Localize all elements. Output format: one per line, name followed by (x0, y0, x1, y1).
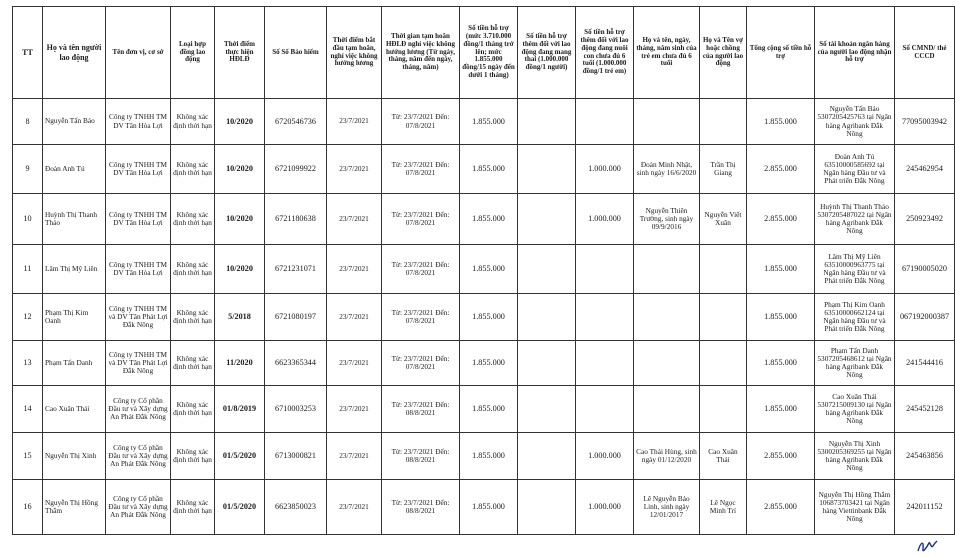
cell-spouse: Nguyễn Viết Xuân (700, 194, 747, 245)
cell-insurance: 6721080197 (265, 294, 327, 341)
cell-contract: Không xác định thời hạn (171, 294, 215, 341)
cell-id: 067192000387 (895, 294, 955, 341)
cell-bank: Phạm Thị Kim Oanh 63510000662124 tại Ngân hàng Đầu tư và Phát triển Đắk Nông (815, 294, 895, 341)
cell-name: Đoàn Anh Tú (43, 145, 106, 194)
cell-suspend-date: 23/7/2021 (327, 245, 382, 294)
cell-child-info (634, 341, 700, 386)
cell-start: 10/2020 (215, 145, 265, 194)
cell-child-info: Lê Nguyễn Bảo Linh, sinh ngày 12/01/2017 (634, 480, 700, 535)
cell-child-support (576, 294, 634, 341)
cell-pregnant (518, 294, 576, 341)
cell-period: Từ: 23/7/2021 Đến: 07/8/2021 (382, 145, 460, 194)
cell-insurance: 6713000821 (265, 433, 327, 480)
col-child-support: Số tiền hỗ trợ thêm đối với lao động đang nuôi con chưa đủ 6 tuổi (1.000.000 đồng/1 trẻ em) (576, 7, 634, 99)
col-id: Số CMND/ thẻ CCCD (895, 7, 955, 99)
cell-id: 250923492 (895, 194, 955, 245)
cell-total: 2.855.000 (747, 145, 815, 194)
cell-support: 1.855.000 (460, 341, 518, 386)
cell-child-support (576, 341, 634, 386)
cell-support: 1.855.000 (460, 386, 518, 433)
cell-id: 241544416 (895, 341, 955, 386)
cell-pregnant (518, 194, 576, 245)
cell-contract: Không xác định thời hạn (171, 99, 215, 145)
table-row (13, 433, 955, 480)
table-row (13, 341, 955, 386)
cell-child-info: Đoàn Minh Nhật, sinh ngày 16/6/2020 (634, 145, 700, 194)
cell-id: 245462954 (895, 145, 955, 194)
cell-total: 1.855.000 (747, 386, 815, 433)
cell-child-support (576, 245, 634, 294)
col-tt: TT (13, 7, 43, 99)
cell-tt: 12 (13, 294, 43, 341)
cell-id: 245463856 (895, 433, 955, 480)
cell-id: 67190005020 (895, 245, 955, 294)
signature-mark (915, 537, 939, 555)
table-row (13, 245, 955, 294)
cell-start: 01/5/2020 (215, 433, 265, 480)
cell-support: 1.855.000 (460, 245, 518, 294)
cell-total: 1.855.000 (747, 294, 815, 341)
cell-suspend-date: 23/7/2021 (327, 480, 382, 535)
cell-spouse (700, 386, 747, 433)
cell-support: 1.855.000 (460, 433, 518, 480)
cell-start: 11/2020 (215, 341, 265, 386)
cell-unit: Công ty Cổ phần Đầu tư và Xây dựng An Phát Đắk Nông (106, 480, 171, 535)
cell-contract: Không xác định thời hạn (171, 194, 215, 245)
table-row (13, 386, 955, 433)
cell-child-support: 1.000.000 (576, 433, 634, 480)
col-bank: Số tài khoản ngân hàng của người lao động nhận hỗ trợ (815, 7, 895, 99)
col-insurance: Số Sổ Bảo hiểm (265, 7, 327, 99)
cell-child-support (576, 386, 634, 433)
cell-suspend-date: 23/7/2021 (327, 341, 382, 386)
cell-total: 2.855.000 (747, 480, 815, 535)
cell-suspend-date: 23/7/2021 (327, 145, 382, 194)
cell-period: Từ: 23/7/2021 Đến: 07/8/2021 (382, 99, 460, 145)
cell-child-support: 1.000.000 (576, 480, 634, 535)
cell-support: 1.855.000 (460, 194, 518, 245)
cell-unit: Công ty TNHH TM DV Tân Hòa Lợi (106, 245, 171, 294)
col-start: Thời điểm thực hiện HĐLĐ (215, 7, 265, 99)
col-child-info: Họ và tên, ngày, tháng, năm sinh của trẻ em chưa đủ 6 tuổi (634, 7, 700, 99)
col-period: Thời gian tạm hoãn HĐLĐ nghỉ việc không hưởng lương (Từ ngày, tháng, năm đến ngày, tháng, năm) (382, 7, 460, 99)
cell-tt: 9 (13, 145, 43, 194)
cell-period: Từ: 23/7/2021 Đến: 07/8/2021 (382, 341, 460, 386)
cell-pregnant (518, 245, 576, 294)
cell-child-support: 1.000.000 (576, 145, 634, 194)
col-spouse: Họ và Tên vợ hoặc chồng của người lao động (700, 7, 747, 99)
cell-child-info (634, 99, 700, 145)
cell-id: 77095003942 (895, 99, 955, 145)
cell-spouse: Cao Xuân Thái (700, 433, 747, 480)
cell-name: Cao Xuân Thái (43, 386, 106, 433)
cell-tt: 13 (13, 341, 43, 386)
cell-bank: Nguyễn Tấn Bảo 5307205425763 tại Ngân hàng Agribank Đắk Nông (815, 99, 895, 145)
cell-contract: Không xác định thời hạn (171, 245, 215, 294)
col-contract: Loại hợp đồng lao động (171, 7, 215, 99)
cell-child-info (634, 294, 700, 341)
cell-period: Từ: 23/7/2021 Đến: 07/8/2021 (382, 245, 460, 294)
cell-support: 1.855.000 (460, 145, 518, 194)
cell-id: 245452128 (895, 386, 955, 433)
cell-start: 5/2018 (215, 294, 265, 341)
cell-start: 01/5/2020 (215, 480, 265, 535)
cell-child-info (634, 245, 700, 294)
cell-period: Từ: 23/7/2021 Đến: 07/8/2021 (382, 294, 460, 341)
cell-support: 1.855.000 (460, 480, 518, 535)
cell-bank: Phạm Tấn Danh 5307205468612 tại Ngân hàng Agribank Đắk Nông (815, 341, 895, 386)
cell-name: Phạm Thị Kim Oanh (43, 294, 106, 341)
cell-unit: Công ty TNHH TM DV Tân Hòa Lợi (106, 99, 171, 145)
cell-contract: Không xác định thời hạn (171, 480, 215, 535)
cell-unit: Công ty TNHH TM DV Tân Hòa Lợi (106, 194, 171, 245)
cell-suspend-date: 23/7/2021 (327, 194, 382, 245)
cell-total: 2.855.000 (747, 194, 815, 245)
cell-insurance: 6721231071 (265, 245, 327, 294)
cell-start: 10/2020 (215, 245, 265, 294)
support-table (12, 6, 955, 535)
cell-unit: Công ty Cổ phần Đầu tư và Xây dựng An Phát Đắk Nông (106, 386, 171, 433)
cell-unit: Công ty TNHH TM và DV Tân Phát Lợi Đắk Nông (106, 294, 171, 341)
cell-bank: Nguyễn Thị Hồng Thắm 106873703421 tại Ngân hàng Viettinbank Đắk Nông (815, 480, 895, 535)
col-unit: Tên đơn vị, cơ sở (106, 7, 171, 99)
table-row (13, 194, 955, 245)
cell-contract: Không xác định thời hạn (171, 386, 215, 433)
cell-spouse (700, 245, 747, 294)
cell-period: Từ: 23/7/2021 Đến: 07/8/2021 (382, 194, 460, 245)
cell-support: 1.855.000 (460, 99, 518, 145)
cell-spouse: Trần Thị Giang (700, 145, 747, 194)
col-pregnant: Số tiền hỗ trợ thêm đối với lao động đang mang thai (1.000.000 đồng/1 người) (518, 7, 576, 99)
cell-child-support: 1.000.000 (576, 194, 634, 245)
cell-name: Nguyễn Tấn Bảo (43, 99, 106, 145)
cell-tt: 10 (13, 194, 43, 245)
cell-name: Nguyễn Thị Xinh (43, 433, 106, 480)
table-row (13, 99, 955, 145)
cell-bank: Lâm Thị Mỹ Liên 63510000963775 tại Ngân hàng Đầu tư và Phát triển Đắk Nông (815, 245, 895, 294)
cell-suspend-date: 23/7/2021 (327, 99, 382, 145)
cell-period: Từ: 23/7/2021 Đến: 08/8/2021 (382, 433, 460, 480)
cell-start: 10/2020 (215, 194, 265, 245)
cell-unit: Công ty TNHH TM và DV Tân Phát Lợi Đắk Nông (106, 341, 171, 386)
cell-suspend-date: 23/7/2021 (327, 294, 382, 341)
cell-spouse: Lê Ngọc Minh Trí (700, 480, 747, 535)
cell-pregnant (518, 341, 576, 386)
col-total: Tổng cộng số tiền hỗ trợ (747, 7, 815, 99)
cell-pregnant (518, 386, 576, 433)
cell-pregnant (518, 433, 576, 480)
cell-insurance: 6721180638 (265, 194, 327, 245)
table-body (13, 99, 955, 535)
cell-pregnant (518, 99, 576, 145)
cell-child-info: Cao Thái Hùng, sinh ngày 01/12/2020 (634, 433, 700, 480)
cell-period: Từ: 23/7/2021 Đến: 08/8/2021 (382, 386, 460, 433)
cell-total: 1.855.000 (747, 245, 815, 294)
cell-spouse (700, 294, 747, 341)
cell-tt: 16 (13, 480, 43, 535)
header-row (13, 7, 955, 99)
table-row (13, 294, 955, 341)
col-support: Số tiền hỗ trợ (mức 3.710.000 đồng/1 tháng trở lên; mức 1.855.000 đồng/15 ngày đến dưới 1 tháng) (460, 7, 518, 99)
cell-tt: 11 (13, 245, 43, 294)
cell-bank: Đoàn Anh Tú 63510000585692 tại Ngân hàng Đầu tư và Phát triển Đắk Nông (815, 145, 895, 194)
cell-insurance: 6720546736 (265, 99, 327, 145)
cell-spouse (700, 341, 747, 386)
cell-suspend-date: 23/7/2021 (327, 433, 382, 480)
cell-bank: Nguyễn Thị Xinh 5300205369255 tại Ngân hàng Agribank Đắk Nông (815, 433, 895, 480)
cell-name: Phạm Tấn Danh (43, 341, 106, 386)
cell-tt: 15 (13, 433, 43, 480)
col-name: Họ và tên người lao động (43, 7, 106, 99)
cell-suspend-date: 23/7/2021 (327, 386, 382, 433)
cell-start: 01/8/2019 (215, 386, 265, 433)
cell-insurance: 6710003253 (265, 386, 327, 433)
cell-child-info (634, 386, 700, 433)
cell-insurance: 6623850023 (265, 480, 327, 535)
col-suspend-date: Thời điểm bắt đầu tạm hoãn, nghỉ việc không hưởng lương (327, 7, 382, 99)
cell-contract: Không xác định thời hạn (171, 341, 215, 386)
cell-bank: Huỳnh Thị Thanh Thảo 5307205487022 tại Ngân hàng Agribank Đắk Nông (815, 194, 895, 245)
cell-id: 242011152 (895, 480, 955, 535)
cell-total: 2.855.000 (747, 433, 815, 480)
cell-insurance: 6623365344 (265, 341, 327, 386)
cell-spouse (700, 99, 747, 145)
cell-start: 10/2020 (215, 99, 265, 145)
cell-pregnant (518, 145, 576, 194)
cell-pregnant (518, 480, 576, 535)
cell-total: 1.855.000 (747, 341, 815, 386)
table-row (13, 145, 955, 194)
cell-support: 1.855.000 (460, 294, 518, 341)
cell-tt: 14 (13, 386, 43, 433)
cell-insurance: 6721099922 (265, 145, 327, 194)
cell-child-info: Nguyễn Thiên Trường, sinh ngày 09/9/2016 (634, 194, 700, 245)
table-row (13, 480, 955, 535)
cell-period: Từ: 23/7/2021 Đến: 08/8/2021 (382, 480, 460, 535)
cell-contract: Không xác định thời hạn (171, 145, 215, 194)
cell-name: Huỳnh Thị Thanh Thảo (43, 194, 106, 245)
cell-contract: Không xác định thời hạn (171, 433, 215, 480)
cell-name: Nguyễn Thị Hồng Thắm (43, 480, 106, 535)
cell-child-support (576, 99, 634, 145)
cell-bank: Cao Xuân Thái 5307215009130 tại Ngân hàng Agribank Đắk Nông (815, 386, 895, 433)
cell-unit: Công ty TNHH TM DV Tân Hòa Lợi (106, 145, 171, 194)
cell-total: 1.855.000 (747, 99, 815, 145)
cell-name: Lâm Thị Mỹ Liên (43, 245, 106, 294)
cell-unit: Công ty Cổ phần Đầu tư và Xây dựng An Phát Đắk Nông (106, 433, 171, 480)
cell-tt: 8 (13, 99, 43, 145)
